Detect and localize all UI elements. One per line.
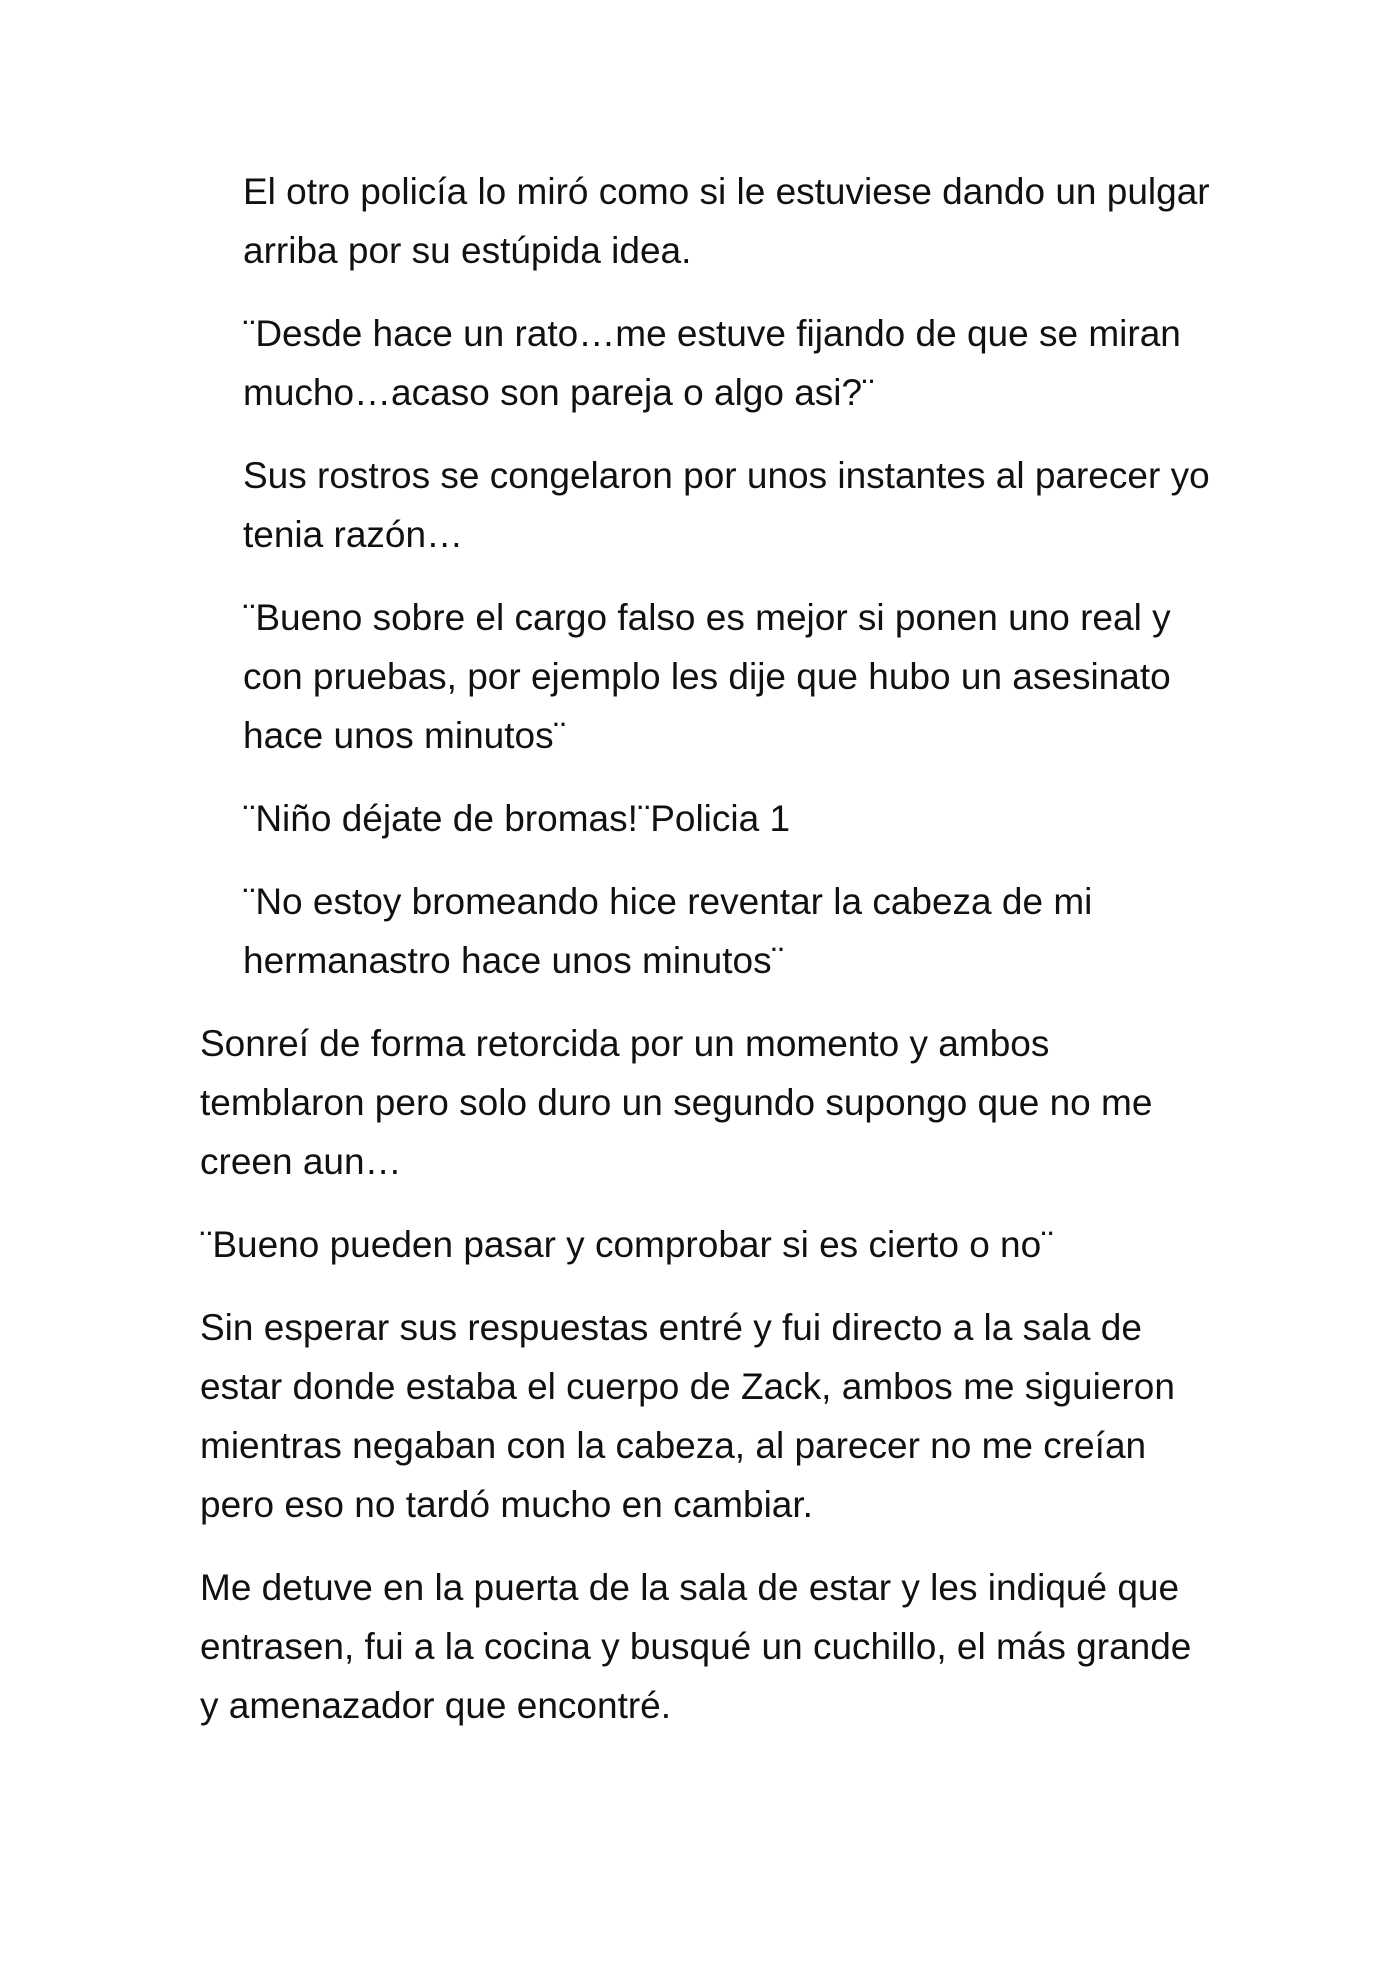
- paragraph: ¨Niño déjate de bromas!¨Policia 1: [243, 798, 791, 839]
- paragraph: Me detuve en la puerta de la sala de estar y les indiqué que entrasen, fui a la cocina y busqué un cuchillo, el más grande y amenazador que encontré.: [200, 1567, 1192, 1726]
- paragraph: El otro policía lo miró como si le estuviese dando un pulgar arriba por su estúpida idea.: [243, 171, 1210, 271]
- paragraph: Sin esperar sus respuestas entré y fui directo a la sala de estar donde estaba el cuerpo de Zack, ambos me siguieron mientras negaban con la cabeza, al parecer no me creían pero eso no tardó mucho en cambiar.: [200, 1307, 1175, 1525]
- paragraph: ¨Bueno sobre el cargo falso es mejor si ponen uno real y con pruebas, por ejemplo les dije que hubo un asesinato hace unos minutos¨: [243, 597, 1171, 756]
- paragraph: ¨No estoy bromeando hice reventar la cabeza de mi hermanastro hace unos minutos¨: [243, 881, 1093, 981]
- paragraph: Sonreí de forma retorcida por un momento y ambos temblaron pero solo duro un segundo supongo que no me creen aun…: [200, 1023, 1153, 1182]
- paragraph: Sus rostros se congelaron por unos instantes al parecer yo tenia razón…: [243, 455, 1210, 555]
- text-body: [200, 162, 1220, 1759]
- paragraph: ¨Bueno pueden pasar y comprobar si es cierto o no¨: [200, 1224, 1054, 1265]
- paragraph: ¨Desde hace un rato…me estuve fijando de que se miran mucho…acaso son pareja o algo asi?¨: [243, 313, 1181, 413]
